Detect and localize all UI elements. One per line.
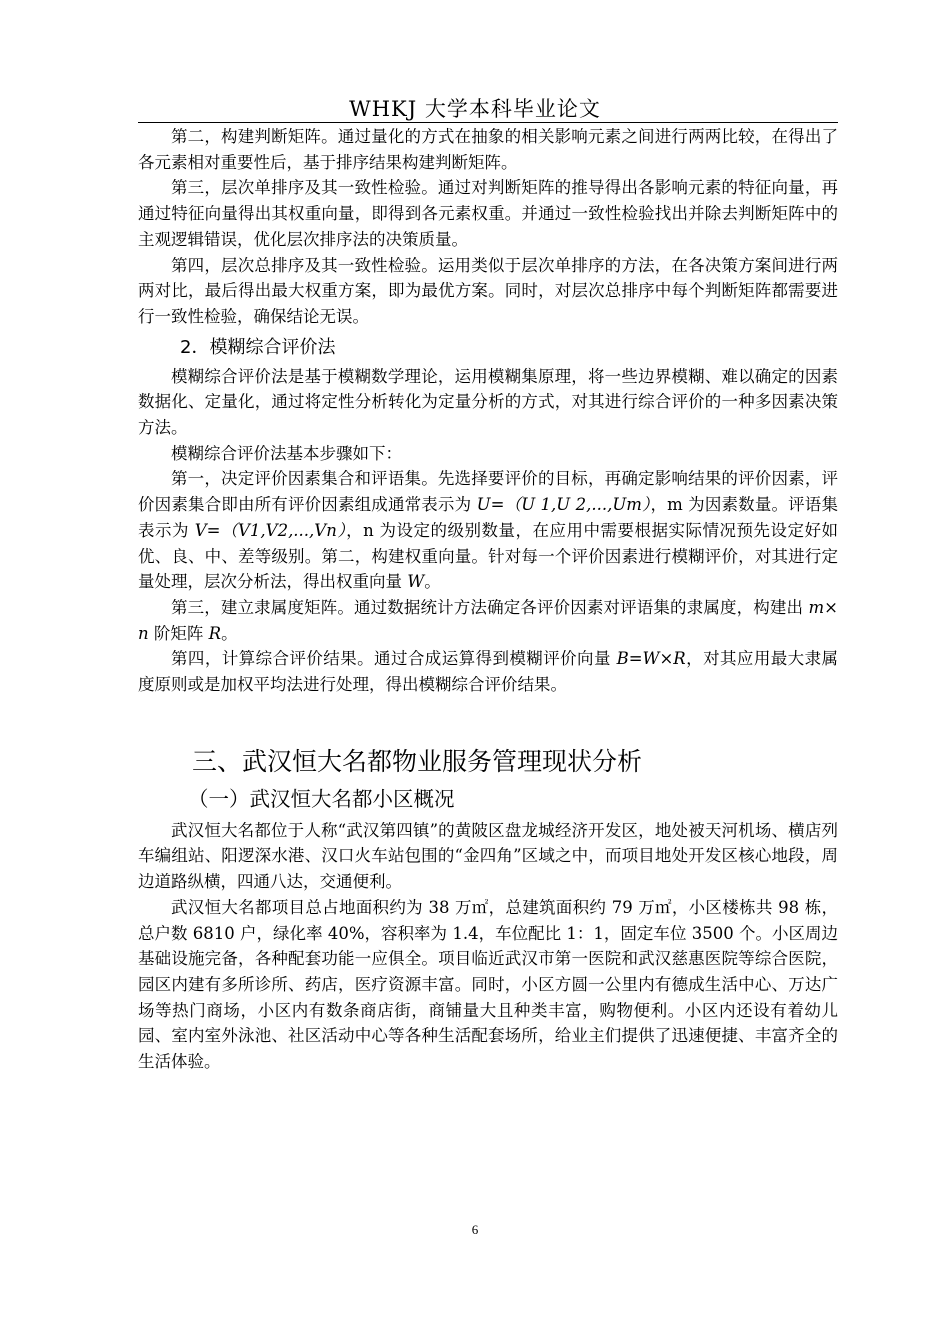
formula-v: V=（V1,V2,...,Vn） (194, 520, 347, 540)
paragraph-project-overview: 武汉恒大名都项目总占地面积约为 38 万㎡，总建筑面积约 79 万㎡，小区楼栋共 98 栋，总户数 6810 户，绿化率 40%，容积率为 1.4，车位配比 1：1，固定车位 3500 个。小区周边基础设施完备，各种配套功能一应俱全。项目临近武汉市第一医院和武汉慈惠医院等综合医院，园区内建有多所诊所、药店，医疗资源丰富。同时，小区方圆一公里内有德成生活中心、万达广场等热门商场，小区内有数条商店街，商铺量大且种类丰富，购物便利。小区内还设有着幼儿园、室内室外泳池、社区活动中心等各种生活配套场所，给业主们提供了迅速便捷、丰富齐全的生活体验。 (138, 897, 838, 1072)
chapter-heading: 三、武汉恒大名都物业服务管理现状分析 (192, 746, 643, 776)
formula-r: R (208, 623, 222, 643)
formula-mn: m×n (138, 597, 838, 643)
paragraph-step-four: 第四，层次总排序及其一致性检验。运用类似于层次单排序的方法，在各决策方案间进行两两对比，最后得出最大权重方案，即为最优方案。同时，对层次总排序中每个判断矩阵都需要进行一致性检验，确保结论无误。 (138, 255, 838, 326)
formula-u: U=（U 1,U 2,...,Um） (476, 495, 651, 515)
paragraph-fuzzy-intro: 模糊综合评价法是基于模糊数学理论，运用模糊集原理，将一些边界模糊、难以确定的因素数据化、定量化，通过将定性分析转化为定量分析的方式，对其进行综合评价的一种多因素决策方法。 (138, 366, 838, 438)
paragraph-step-two: 第二，构建判断矩阵。通过量化的方式在抽象的相关影响元素之间进行两两比较，在得出了各元素相对重要性后，基于排序结果构建判断矩阵。 (138, 127, 838, 172)
paragraph-fuzzy-step-one (138, 466, 838, 595)
text-run: 阶矩阵 (148, 623, 209, 643)
section-heading-fuzzy: 2．模糊综合评价法 (180, 336, 336, 358)
text-run: 第一，决定评价因素集合和评语集。先选择要评价的目标，再确定影响结果的评价因素，评价因素集合即由所有评价因素组成通常表示为 (138, 469, 838, 515)
text-run: 。 (424, 572, 441, 592)
subsection-heading: （一）武汉恒大名都小区概况 (188, 786, 455, 811)
formula-b: B=W×R (616, 649, 686, 669)
text-run: ，m 为因素数量。评语集表示为 (138, 495, 838, 540)
text-run: ，对其应用最大隶属度原则或是加权平均法进行处理，得出模糊综合评价结果。 (138, 649, 839, 695)
formula-w: W (407, 572, 425, 592)
text-run: 第四，计算综合评价结果。通过合成运算得到模糊评价向量 (171, 649, 617, 669)
text-run: ，n 为设定的级别数量，在应用中需要根据实际情况预先设定好如优、良、中、差等级别。第二，构建权重向量。针对每一个评价因素进行模糊评价，对其进行定量处理，层次分析法，得出权重向量 (138, 520, 838, 592)
paragraph-step-three: 第三，层次单排序及其一致性检验。通过对判断矩阵的推导得出各影响元素的特征向量，再通过特征向量得出其权重向量，即得到各元素权重。并通过一致性检验找出并除去判断矩阵中的主观逻辑错误，优化层次排序法的决策质量。 (138, 178, 838, 249)
paragraph-fuzzy-step-three (138, 595, 838, 646)
document-body (138, 124, 838, 1075)
paragraph-fuzzy-step-four (138, 646, 838, 697)
text-run: 。 (221, 623, 238, 643)
header-divider (138, 122, 838, 123)
page-header: WHKJ 大学本科毕业论文 (349, 97, 601, 121)
page-number: 6 (471, 1222, 479, 1237)
text-run: 第三，建立隶属度矩阵。通过数据统计方法确定各评价因素对评语集的隶属度，构建出 (171, 597, 809, 617)
paragraph-fuzzy-steps-intro: 模糊综合评价法基本步骤如下： (171, 443, 402, 463)
paragraph-location: 武汉恒大名都位于人称“武汉第四镇”的黄陂区盘龙城经济开发区，地处被天河机场、横店列车编组站、阳逻深水港、汉口火车站包围的“金四角”区域之中，而项目地处开发区核心地段，周边道路纵横，四通八达，交通便利。 (138, 820, 838, 892)
